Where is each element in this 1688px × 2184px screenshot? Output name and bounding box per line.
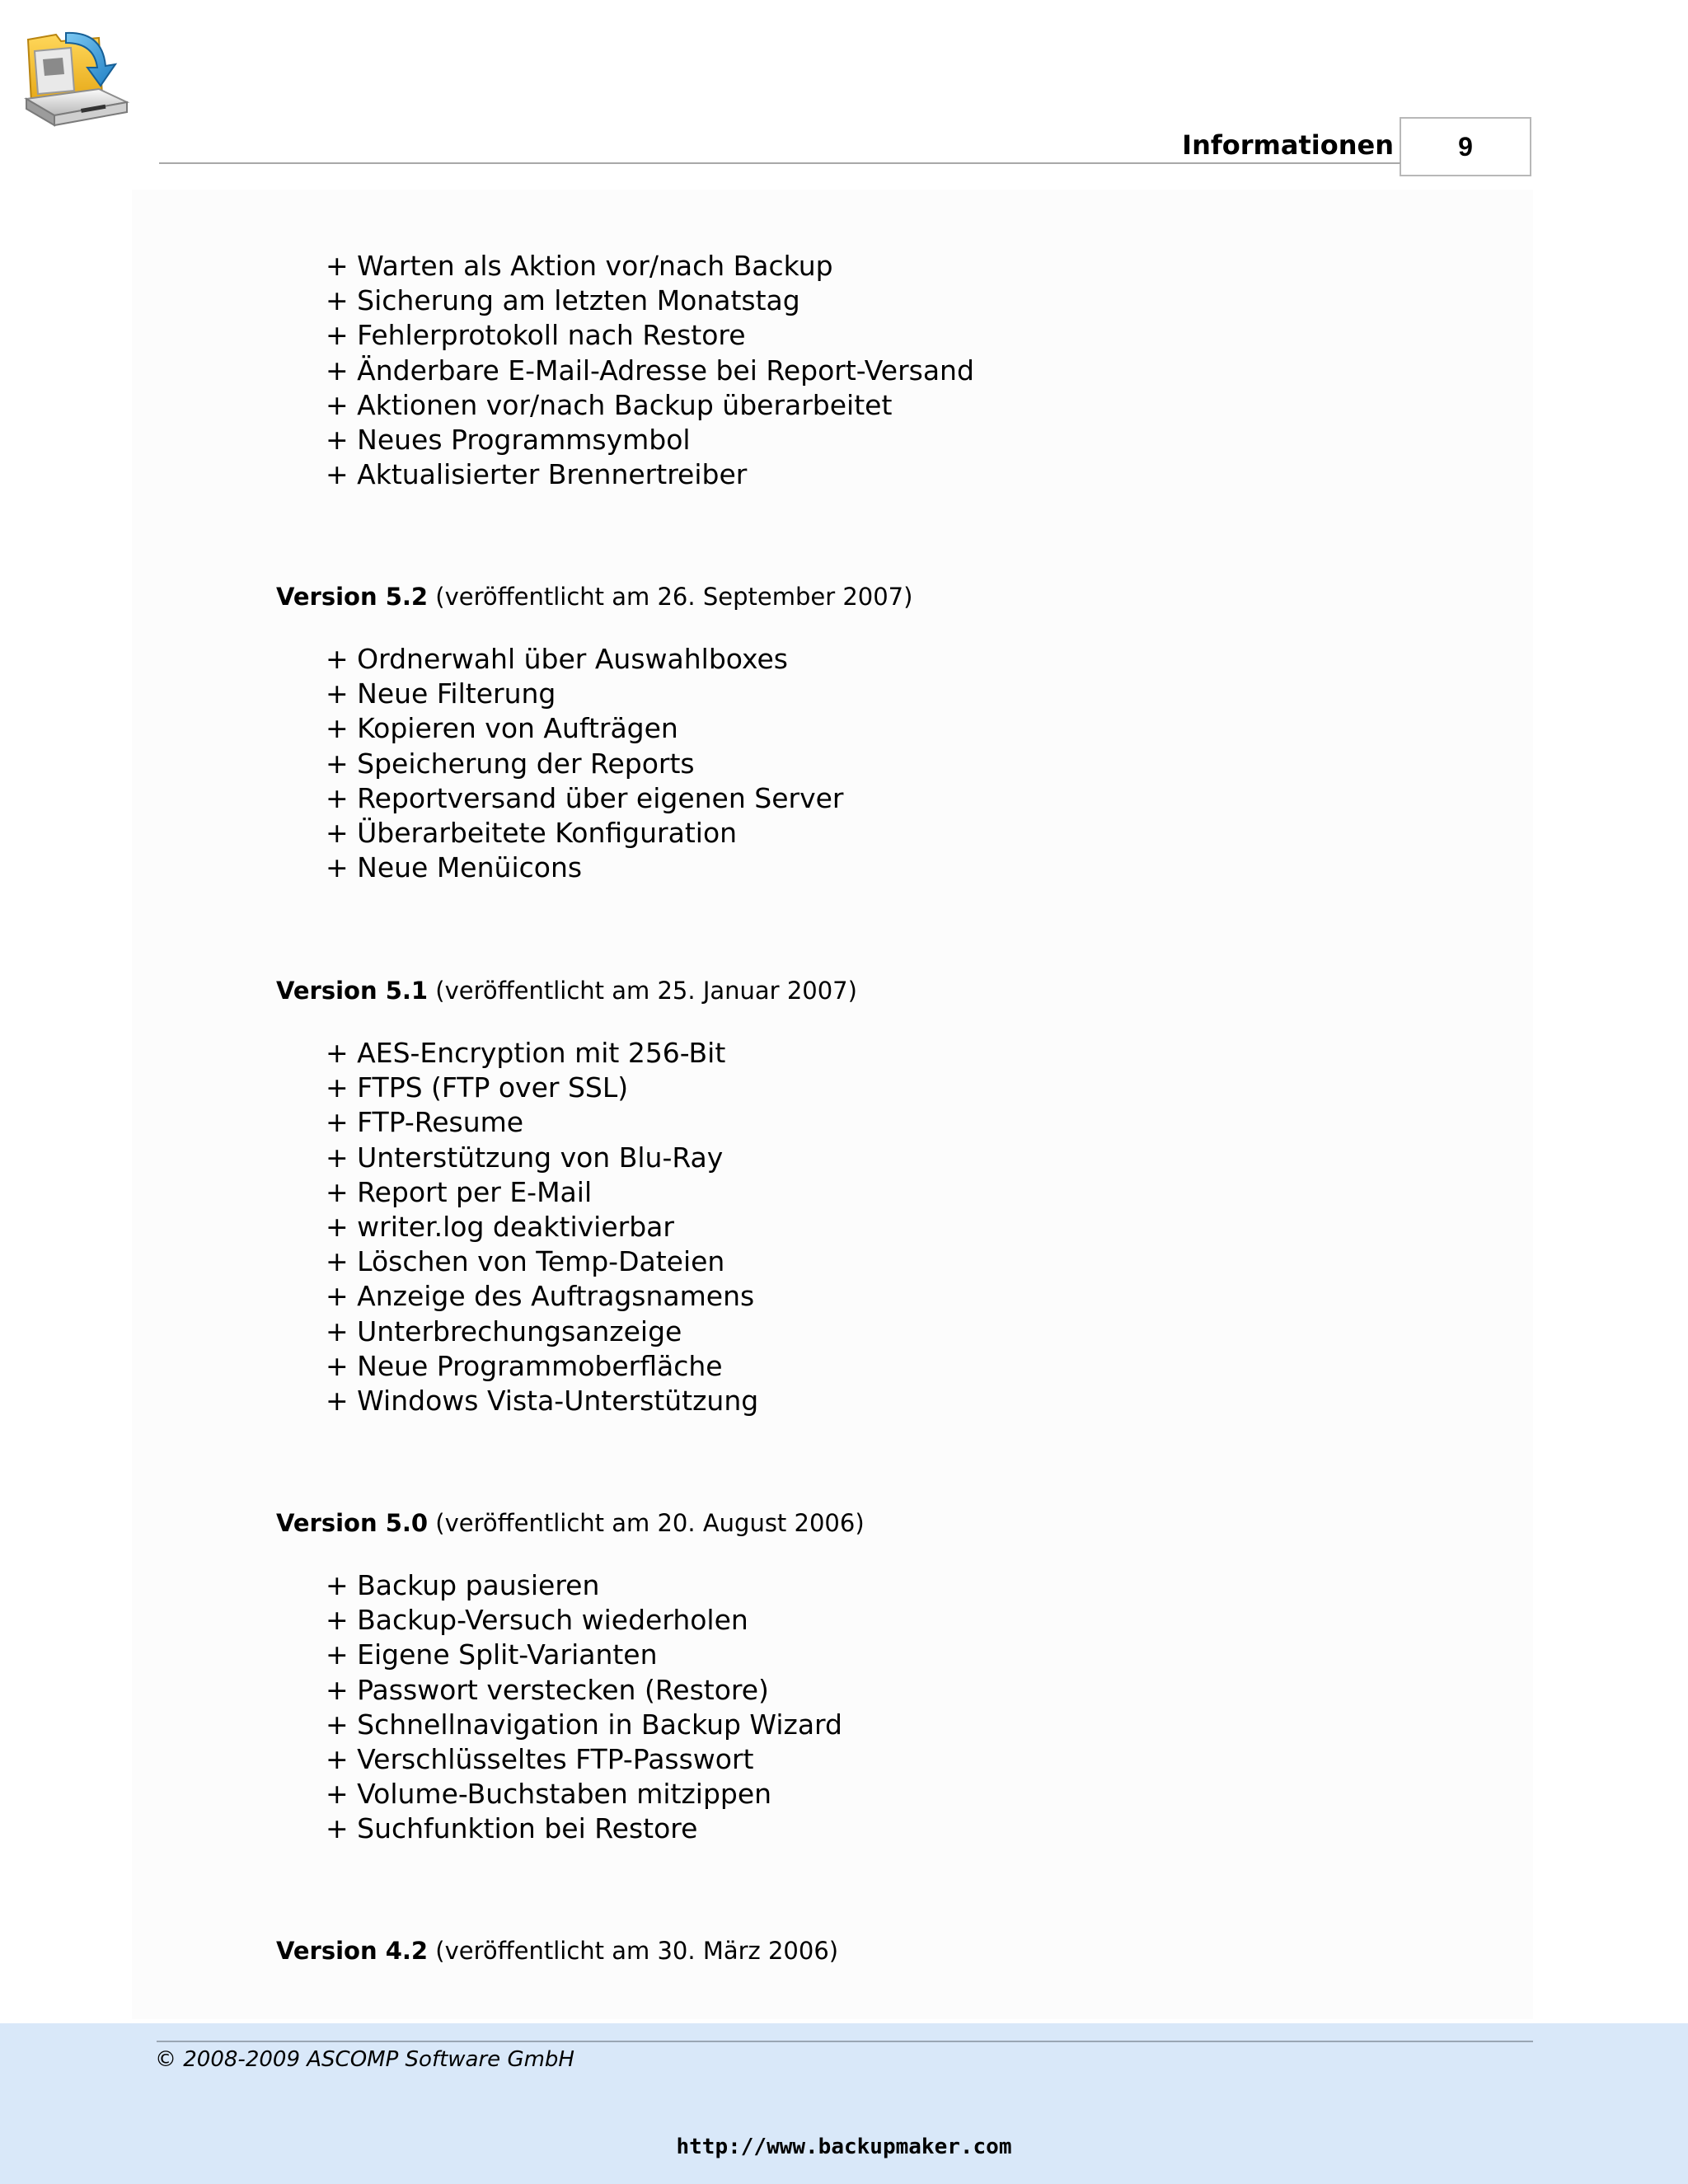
footer-website-link[interactable]: http://www.backupmaker.com [676, 2135, 1012, 2159]
list-item: + Fehlerprotokoll nach Restore [326, 319, 746, 352]
version-name: Version 4.2 [276, 1937, 429, 1965]
list-item: + Ordnerwahl über Auswahlboxes [326, 643, 788, 675]
list-item: + Suchfunktion bei Restore [326, 1812, 698, 1845]
list-item: + Neue Filterung [326, 677, 556, 710]
list-item: + Speicherung der Reports [326, 747, 695, 780]
list-item: + AES-Encryption mit 256-Bit [326, 1037, 726, 1069]
version-heading [276, 976, 857, 1005]
list-item: + Kopieren von Aufträgen [326, 712, 678, 745]
version-heading [276, 1508, 865, 1538]
list-item: + Anzeige des Auftragsnamens [326, 1280, 755, 1313]
list-item: + Backup-Versuch wiederholen [326, 1604, 748, 1637]
version-date: (veröffentlicht am 25. Januar 2007) [435, 977, 857, 1005]
version-feature-list [326, 642, 843, 885]
list-item: + Unterbrechungsanzeige [326, 1315, 682, 1347]
list-item: + Löschen von Temp-Dateien [326, 1245, 725, 1278]
version-feature-list [326, 1568, 842, 1847]
list-item: + Eigene Split-Varianten [326, 1638, 658, 1671]
version-date: (veröffentlicht am 26. September 2007) [435, 583, 913, 611]
version-date: (veröffentlicht am 30. März 2006) [435, 1937, 839, 1965]
page-header-title: Informationen [1182, 129, 1394, 161]
list-item: + Warten als Aktion vor/nach Backup [326, 250, 833, 282]
list-item: + Aktualisierter Brennertreiber [326, 458, 748, 491]
list-item: + Neues Programmsymbol [326, 424, 691, 457]
list-item: + Neue Menüicons [326, 851, 583, 884]
header-divider [159, 162, 1400, 164]
list-item: + Sicherung am letzten Monatstag [326, 284, 800, 317]
list-item: + Verschlüsseltes FTP-Passwort [326, 1743, 754, 1776]
version-heading [276, 582, 912, 612]
list-item: + FTP-Resume [326, 1106, 524, 1139]
version-name: Version 5.0 [276, 1509, 429, 1537]
list-item: + Überarbeitete Konfiguration [326, 817, 738, 850]
page-footer [0, 2023, 1688, 2184]
list-item: + Windows Vista-Unterstützung [326, 1385, 759, 1418]
backup-drive-icon [23, 23, 132, 129]
version-date: (veröffentlicht am 20. August 2006) [435, 1509, 865, 1537]
list-item: + writer.log deaktivierbar [326, 1211, 674, 1244]
list-item: + Schnellnavigation in Backup Wizard [326, 1708, 842, 1741]
list-item: + Unterstützung von Blu-Ray [326, 1141, 724, 1174]
list-item: + Passwort verstecken (Restore) [326, 1673, 769, 1706]
copyright-notice: © 2008-2009 ASCOMP Software GmbH [155, 2047, 574, 2072]
version-heading [276, 1936, 838, 1966]
continued-feature-list [326, 249, 974, 492]
list-item: + Neue Programmoberfläche [326, 1349, 723, 1382]
list-item: + Reportversand über eigenen Server [326, 781, 844, 814]
version-name: Version 5.2 [276, 583, 429, 611]
footer-divider [157, 2041, 1533, 2042]
list-item: + Backup pausieren [326, 1569, 600, 1601]
list-item: + FTPS (FTP over SSL) [326, 1071, 629, 1104]
list-item: + Änderbare E-Mail-Adresse bei Report-Versand [326, 354, 974, 387]
list-item: + Report per E-Mail [326, 1175, 593, 1208]
page-number: 9 [1400, 117, 1531, 176]
version-name: Version 5.1 [276, 977, 429, 1005]
version-feature-list [326, 1036, 758, 1418]
list-item: + Volume-Buchstaben mitzippen [326, 1778, 772, 1811]
list-item: + Aktionen vor/nach Backup überarbeitet [326, 388, 893, 421]
